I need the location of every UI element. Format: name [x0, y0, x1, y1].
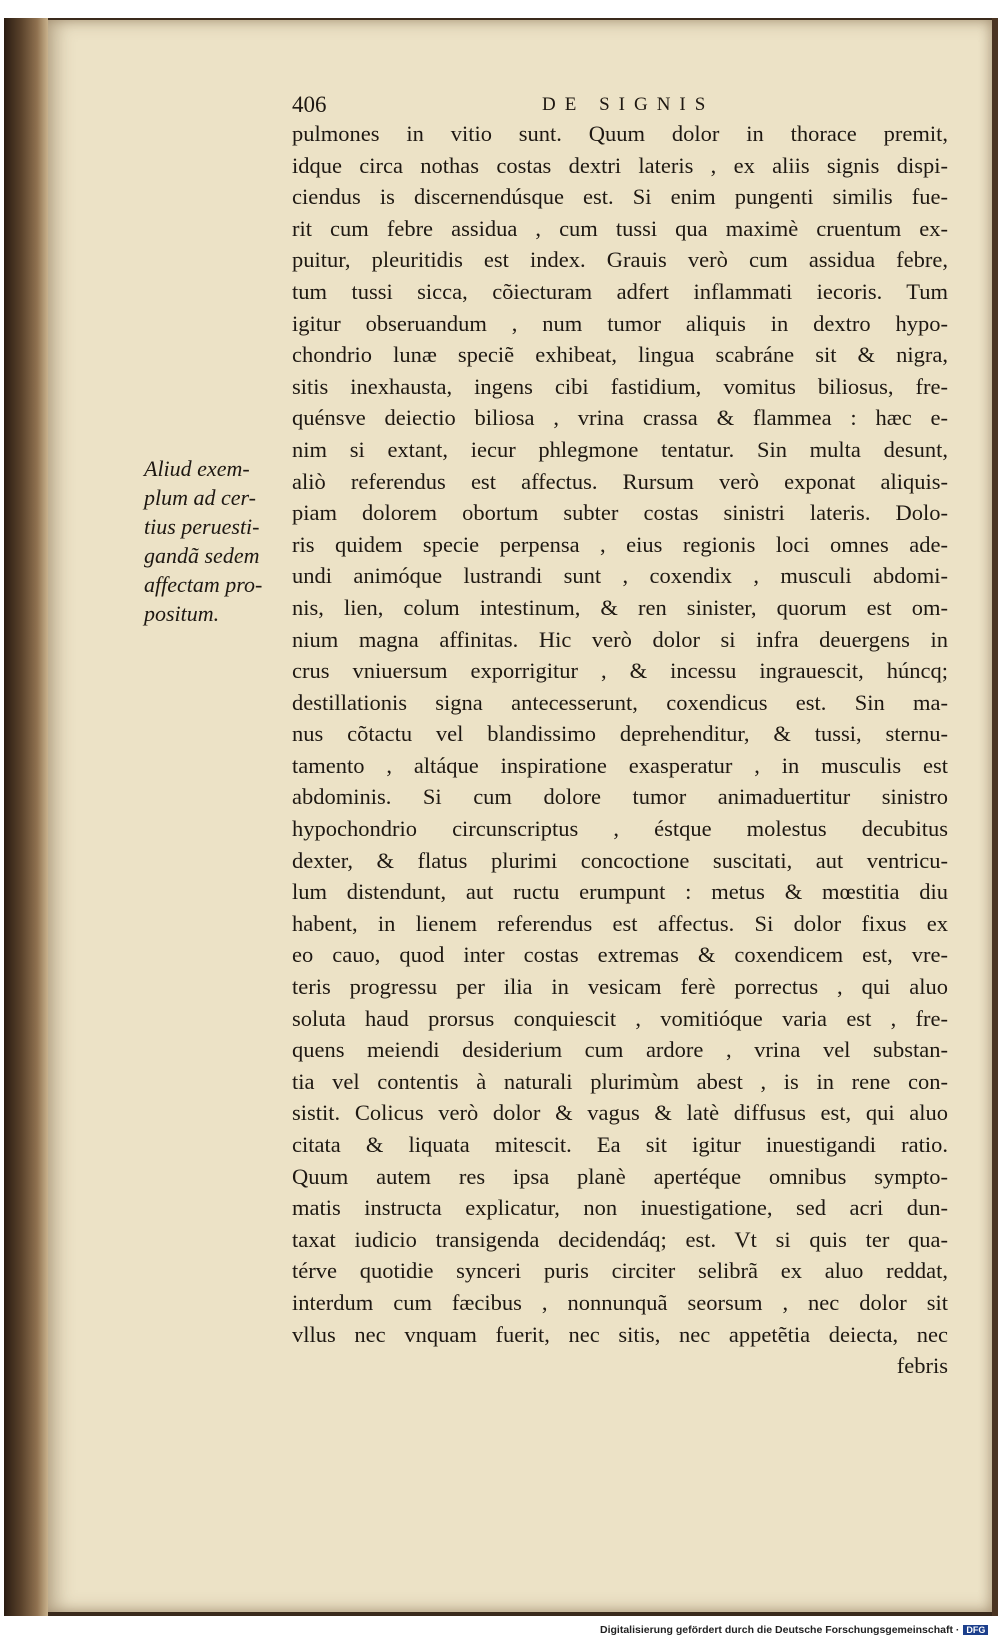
body-text [292, 118, 948, 1382]
text-line: ris quidem specie perpensa , eius regionis loci omnes ade- [292, 531, 948, 557]
text-line: sitis inexhausta, ingens cibi fastidium, vomitus biliosus, fre- [292, 373, 948, 399]
text-line: destillationis signa antecesserunt, coxendicus est. Sin ma- [292, 689, 948, 715]
text-line: nis, lien, colum intestinum, & ren sinister, quorum est om- [292, 594, 948, 620]
margin-note-line: affectam pro- [144, 572, 263, 597]
text-line: hypochondrio circunscriptus , éstque molestus decubitus [292, 816, 948, 842]
text-line: crus vniuersum exporrigitur , & incessu ingrauescit, húncq; [292, 658, 948, 684]
text-line: nim si extant, iecur phlegmone tentatur. Sin multa desunt, [292, 436, 948, 462]
text-line: igitur obseruandum , num tumor aliquis in dextro hypo- [292, 310, 948, 336]
book-spine [4, 18, 48, 1616]
text-line: ciendus is discernendúsque est. Si enim pungenti similis fue- [292, 184, 948, 210]
text-line: pulmones in vitio sunt. Quum dolor in thorace premit, [292, 121, 948, 146]
text-line: aliò referendus est affectus. Rursum verò exponat aliquis- [292, 468, 948, 494]
text-line: undi animóque lustrandi sunt , coxendix , musculi abdomi- [292, 563, 948, 589]
margin-note-line: plum ad cer- [144, 485, 256, 510]
footer [600, 1624, 988, 1640]
dfg-logo: DFG [963, 1625, 988, 1635]
text-line: puitur, pleuritidis est index. Grauis verò cum assidua febre, [292, 247, 948, 273]
funding-notice: Digitalisierung gefördert durch die Deutsche Forschungsgemeinschaft · [600, 1624, 960, 1636]
margin-note-line: positum. [144, 601, 220, 626]
text-line: tum tussi sicca, cõiecturam adfert inflammati iecoris. Tum [292, 278, 948, 304]
text-line: nium magna affinitas. Hic verò dolor si infra deuergens in [292, 626, 948, 652]
text-line: eo cauo, quod inter costas extremas & coxendicem est, vre- [292, 942, 948, 968]
running-title: DE SIGNIS [542, 94, 715, 115]
text-line: citata & liquata mitescit. Ea sit igitur inuestigandi ratio. [292, 1132, 948, 1157]
text-line: idque circa nothas costas dextri lateris , ex aliis signis dispi- [292, 152, 948, 178]
text-line: Quum autem res ipsa planè apertéque omnibus sympto- [292, 1163, 948, 1189]
text-line: piam dolorem obortum subter costas sinistri lateris. Dolo- [292, 500, 948, 526]
text-line: taxat iudicio transigenda decidendáq; est. Vt si quis ter qua- [292, 1226, 948, 1252]
book-edge [992, 18, 998, 1616]
text-line: nus cõtactu vel blandissimo deprehenditur, & tussi, sternu- [292, 721, 948, 747]
text-line: soluta haud prorsus conquiescit , vomitióque varia est , fre- [292, 1005, 948, 1031]
text-line: abdominis. Si cum dolore tumor animaduertitur sinistro [292, 784, 948, 810]
text-line: tia vel contentis à naturali plurimùm abest , is in rene con- [292, 1068, 948, 1094]
text-line: matis instructa explicatur, non inuestigatione, sed acri dun- [292, 1195, 948, 1221]
page-number: 406 [292, 92, 327, 117]
margin-note-line: tius peruesti- [144, 514, 260, 539]
margin-note-line: Aliud exem- [144, 456, 250, 481]
text-line: rit cum febre assidua , cum tussi qua maximè cruentum ex- [292, 215, 948, 241]
text-line: quénsve deiectio biliosa , vrina crassa & flammea : hæc e- [292, 405, 948, 431]
text-line: habent, in lienem referendus est affectus. Si dolor fixus ex [292, 910, 948, 936]
text-line: dexter, & flatus plurimi concoctione suscitati, aut ventricu- [292, 847, 948, 873]
margin-note-line: gandã sedem [144, 543, 260, 568]
text-line: térve quotidie synceri puris circiter selibrã ex aluo reddat, [292, 1258, 948, 1284]
text-line: vllus nec vnquam fuerit, nec sitis, nec appetẽtia deiecta, nec [292, 1321, 948, 1347]
text-line: lum distendunt, aut ructu erumpunt : metus & mœstitia diu [292, 879, 948, 905]
text-line: interdum cum fæcibus , nonnunquã seorsum , nec dolor sit [292, 1289, 948, 1315]
text-line: sistit. Colicus verò dolor & vagus & latè diffusus est, qui aluo [292, 1100, 948, 1126]
text-line: tamento , altáque inspiratione exasperatur , in musculis est [292, 752, 948, 778]
text-line: chondrio lunæ speciẽ exhibeat, lingua scabráne sit & nigra, [292, 342, 948, 368]
catchword: febris [896, 1353, 948, 1379]
text-line: quens meiendi desiderium cum ardore , vrina vel substan- [292, 1037, 948, 1063]
margin-note [144, 454, 294, 628]
text-line: teris progressu per ilia in vesicam ferè porrectus , qui aluo [292, 974, 948, 1000]
